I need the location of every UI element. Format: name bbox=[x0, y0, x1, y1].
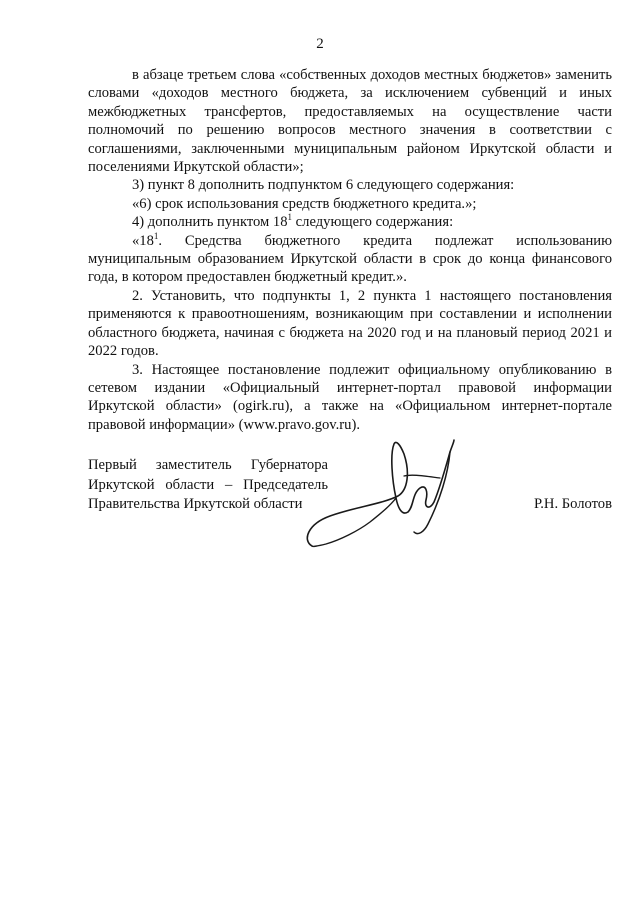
signer-name: Р.Н. Болотов bbox=[533, 496, 612, 512]
text-fragment: 4) дополнить пунктом 18 bbox=[132, 214, 288, 231]
signer-position-line: Правительства Иркутской области bbox=[88, 496, 303, 512]
paragraph: «6) срок использования средств бюджетного кредита.»; bbox=[132, 195, 477, 212]
paragraph: 3) пункт 8 дополнить подпунктом 6 следующего содержания: bbox=[132, 177, 515, 194]
paragraph: 2. Установить, что подпункты 1, 2 пункта 1 настоящего постановления применяются к правоотношениям, возникающим при составлении и исполнении областного бюджета, начиная с бюджета на 2020 год и на плановый период 2021 и 2022 годов. bbox=[88, 287, 612, 360]
text-fragment: «18 bbox=[132, 232, 154, 249]
signer-position bbox=[88, 456, 328, 515]
signer-position-line: Иркутской области – Председатель bbox=[88, 476, 328, 493]
paragraph bbox=[88, 213, 612, 231]
page-number: 2 bbox=[316, 36, 324, 52]
handwritten-signature bbox=[300, 432, 470, 552]
superscript: 1 bbox=[287, 212, 293, 223]
superscript: 1 bbox=[153, 230, 159, 241]
text-fragment: . Средства бюджетного кредита подлежат использованию муниципальным образованием Иркутской области в срок до конца финансового года, в котором предоставлен бюджетный кредит.». bbox=[88, 232, 612, 286]
text-fragment: следующего содержания: bbox=[292, 214, 454, 231]
paragraph bbox=[88, 232, 612, 287]
document-body bbox=[88, 66, 612, 434]
paragraph: в абзаце третьем слова «собственных доходов местных бюджетов» заменить словами «доходов местного бюджета, за исключением субвенций и иных межбюджетных трансфертов, предоставляемых на осуществление части полномочий по решению вопросов местного значения в соответствии с соглашениями, заключенными муниципальным районом Иркутской области и поселениями Иркутской области»; bbox=[88, 67, 612, 176]
paragraph: 3. Настоящее постановление подлежит официальному опубликованию в сетевом издании «Официальный интернет-портал правовой информации Иркутской области» (ogirk.ru), а также на «Официальном интернет-портале правовой информации» (www.pravo.gov.ru). bbox=[88, 361, 612, 433]
signer-position-line: Первый заместитель Губернатора bbox=[88, 457, 328, 473]
